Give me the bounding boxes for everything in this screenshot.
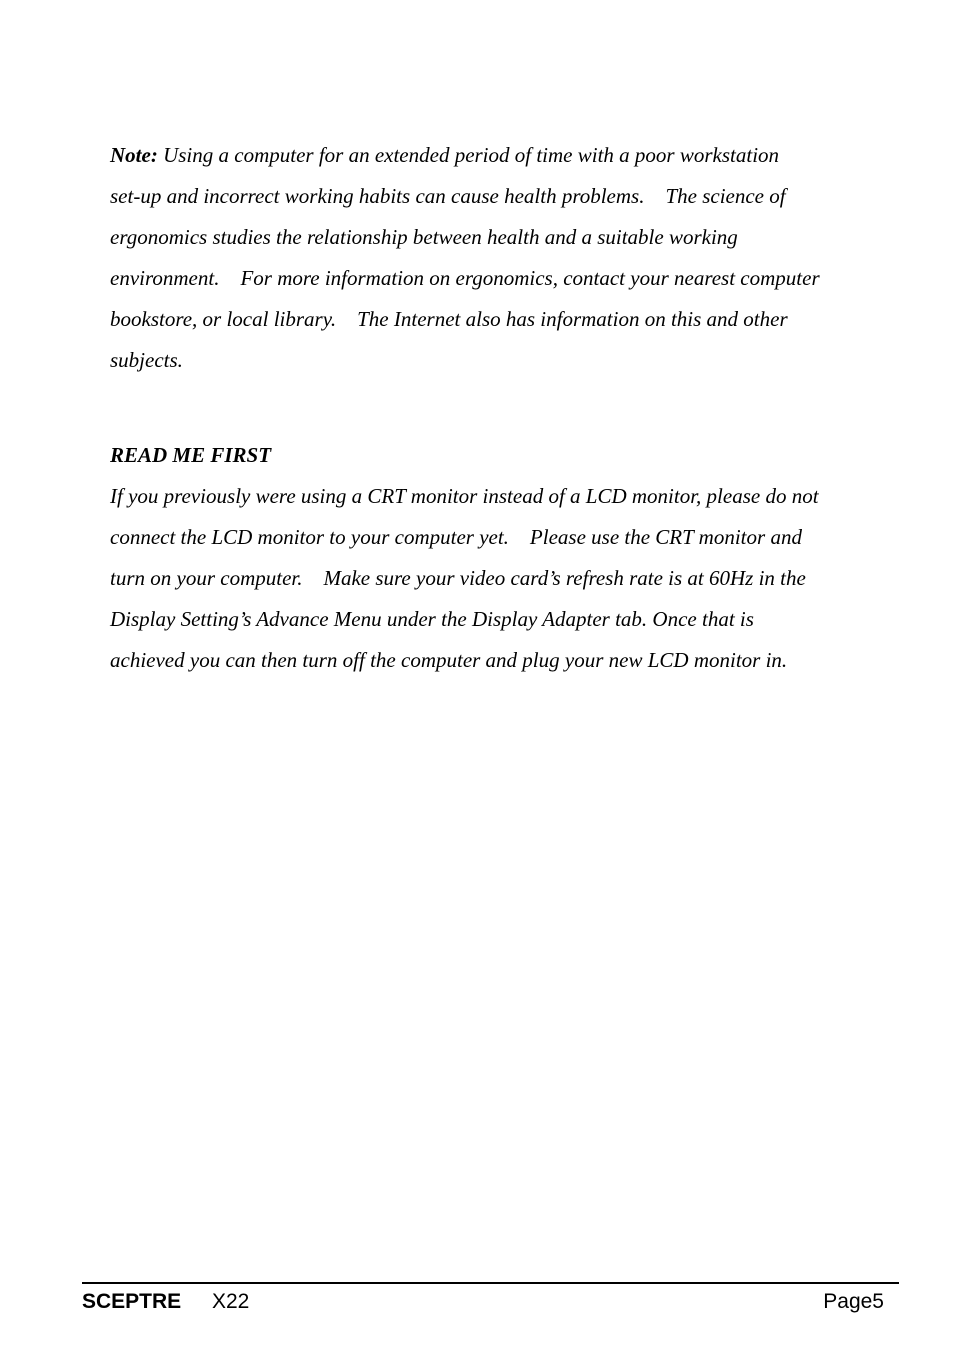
read-me-line-5: achieved you can then turn off the computer and plug your new LCD monitor in. [110,648,788,672]
note-line-2: set-up and incorrect working habits can cause health problems. The science of [110,184,786,208]
read-me-line-4: Display Setting’s Advance Menu under the Display Adapter tab. Once that is [110,607,754,631]
note-line-4: environment. For more information on ergonomics, contact your nearest computer [110,266,820,290]
read-me-line-2: connect the LCD monitor to your computer yet. Please use the CRT monitor and [110,525,802,549]
read-me-first-heading: READ ME FIRST [110,443,272,467]
note-line-1-text: Using a computer for an extended period of time with a poor workstation [157,143,780,167]
footer-divider [82,1282,899,1284]
read-me-line-3: turn on your computer. Make sure your video card’s refresh rate is at 60Hz in the [110,566,806,590]
note-line-5: bookstore, or local library. The Internet also has information on this and other [110,307,788,331]
note-label: Note: [110,143,158,167]
footer-page-number: Page5 [823,1290,884,1313]
footer-model: X22 [212,1290,250,1313]
footer-brand: SCEPTRE [82,1290,182,1313]
note-line-3: ergonomics studies the relationship between health and a suitable working [110,225,738,249]
note-line-6: subjects. [110,348,183,372]
read-me-line-1: If you previously were using a CRT monitor instead of a LCD monitor, please do not [110,484,819,508]
note-line-1 [110,143,779,167]
